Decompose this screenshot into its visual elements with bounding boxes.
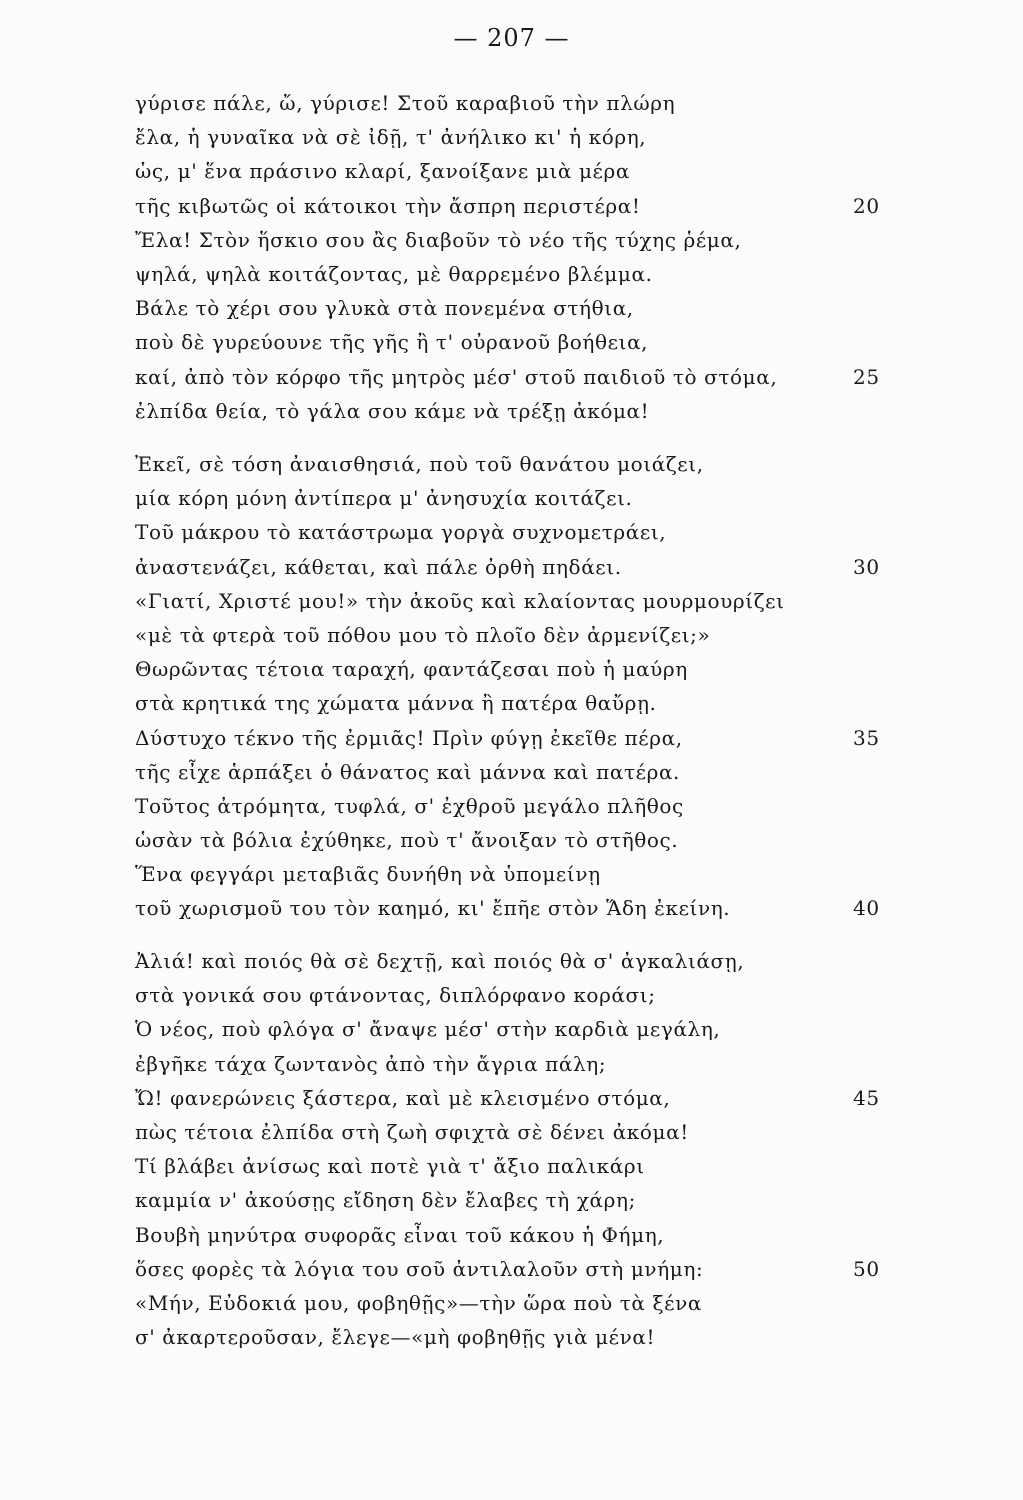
verse-line: Βουβὴ μηνύτρα συφορᾶς εἶναι τοῦ κάκου ἡ Φήμη, [135, 1222, 665, 1247]
line-number: 25 [853, 364, 880, 389]
verse-line: Δύστυχο τέκνο τῆς ἐρμιᾶς! Πρὶν φύγῃ ἐκεῖθε πέρα, 35 [135, 721, 895, 755]
line-number: 40 [853, 896, 880, 921]
verse-line: τοῦ χωρισμοῦ του τὸν καημό, κι' ἔπῆε στὸν Ἅδη ἐκείνη. 40 [135, 891, 895, 925]
verse-line: καμμία ν' ἀκούσῃς εἴδηση δὲν ἔλαβες τὴ χάρη; [135, 1188, 636, 1213]
verse-line: πὼς τέτοια ἐλπίδα στὴ ζωὴ σφιχτὰ σὲ δένει ἀκόμα! [135, 1119, 689, 1144]
verse-line: ἐλπίδα θεία, τὸ γάλα σου κάμε νὰ τρέξῃ ἀκόμα! [135, 398, 650, 423]
verse-line: «Γιατί, Χριστέ μου!» τὴν ἀκοῦς καὶ κλαίοντας μουρμουρίζει [135, 588, 785, 613]
verse-line: γύρισε πάλε, ὤ, γύρισε! Στοῦ καραβιοῦ τὴν πλώρη [135, 91, 676, 115]
verse-line: Ἕνα φεγγάρι μεταβιᾶς δυνήθη νὰ ὑπομείνῃ [135, 862, 601, 887]
verse-line: μία κόρη μόνη ἀντίπερα μ' ἀνησυχία κοιτάζει. [135, 486, 633, 511]
verse-line: καί, ἀπὸ τὸν κόρφο τῆς μητρὸς μέσ' στοῦ παιδιοῦ τὸ στόμα, 25 [135, 360, 895, 394]
verse-line: Τί βλάβει ἀνίσως καὶ ποτὲ γιὰ τ' ἄξιο παλικάρι [135, 1154, 645, 1179]
verse-line: ἐβγῆκε τάχα ζωντανὸς ἀπὸ τὴν ἄγρια πάλη; [135, 1051, 607, 1076]
verse-line: ὡς, μ' ἕνα πράσινο κλαρί, ξανοίξανε μιὰ μέρα [135, 159, 630, 184]
verse-line: Ἔλα! Στὸν ἥσκιο σου ἂς διαβοῦν τὸ νέο τῆς τύχης ῥέμα, [135, 227, 742, 252]
verse-line: τῆς κιβωτῶς οἱ κάτοικοι τὴν ἄσπρη περιστέρα! 20 [135, 189, 895, 223]
verse-line: Θωρῶντας τέτοια ταραχή, φαντάζεσαι ποὺ ἡ μαύρη [135, 657, 688, 682]
verse-line: στὰ κρητικά της χώματα μάννα ἢ πατέρα θαὔρῃ. [135, 691, 657, 716]
verse-line: ὅσες φορὲς τὰ λόγια του σοῦ ἀντιλαλοῦν στὴ μνήμη: 50 [135, 1252, 895, 1286]
verse-line: Ἐκεῖ, σὲ τόση ἀναισθησιά, ποὺ τοῦ θανάτου μοιάζει, [135, 452, 704, 476]
verse-line: ψηλά, ψηλὰ κοιτάζοντας, μὲ θαρρεμένο βλέμμα. [135, 261, 653, 286]
line-number: 20 [853, 193, 880, 218]
verse-line: Τοῦ μάκρου τὸ κατάστρωμα γοργὰ συχνομετράει, [135, 520, 667, 545]
verse-line: Βάλε τὸ χέρι σου γλυκὰ στὰ πονεμένα στήθια, [135, 296, 634, 321]
line-number: 50 [853, 1256, 880, 1281]
line-number: 30 [853, 554, 880, 579]
verse-line: ποὺ δὲ γυρεύουνε τῆς γῆς ἢ τ' οὐρανοῦ βοήθεια, [135, 330, 649, 355]
stanza-2 [135, 447, 895, 926]
verse-line: σ' ἀκαρτεροῦσαν, ἔλεγε—«μὴ φοβηθῇς γιὰ μένα! [135, 1325, 656, 1350]
verse-line: Τοῦτος ἀτρόμητα, τυφλά, σ' ἐχθροῦ μεγάλο πλῆθος [135, 793, 684, 818]
verse-line: Ὁ νέος, ποὺ φλόγα σ' ἄναψε μέσ' στὴν καρδιὰ μεγάλη, [135, 1017, 721, 1042]
verse-line: στὰ γονικά σου φτάνοντας, διπλόρφανο κοράσι; [135, 983, 656, 1008]
verse-line: «μὲ τὰ φτερὰ τοῦ πόθου μου τὸ πλοῖο δὲν ἀρμενίζει;» [135, 622, 711, 647]
verse-line: Ὤ! φανερώνεις ξάστερα, καὶ μὲ κλεισμένο στόμα, 45 [135, 1081, 895, 1115]
verse-line: τῆς εἶχε ἁρπάξει ὁ θάνατος καὶ μάννα καὶ πατέρα. [135, 759, 681, 784]
line-number: 45 [853, 1085, 880, 1110]
stanza-3 [135, 944, 895, 1354]
line-number: 35 [853, 725, 880, 750]
page-number: — 207 — [453, 24, 570, 52]
verse-line: «Μήν, Εὐδοκιά μου, φοβηθῇς»—τὴν ὥρα ποὺ τὰ ξένα [135, 1290, 702, 1315]
verse-line: ἔλα, ἡ γυναῖκα νὰ σὲ ἰδῇ, τ' ἀνήλικο κι' ἡ κόρη, [135, 125, 647, 150]
verse-line: Ἀλιά! καὶ ποιός θὰ σὲ δεχτῇ, καὶ ποιός θὰ σ' ἀγκαλιάσῃ, [135, 949, 745, 973]
stanza-1 [135, 86, 895, 428]
verse-line: ἀναστενάζει, κάθεται, καὶ πάλε ὀρθὴ πηδάει. 30 [135, 550, 895, 584]
verse-line: ὡσὰν τὰ βόλια ἐχύθηκε, ποὺ τ' ἄνοιξαν τὸ στῆθος. [135, 828, 679, 853]
